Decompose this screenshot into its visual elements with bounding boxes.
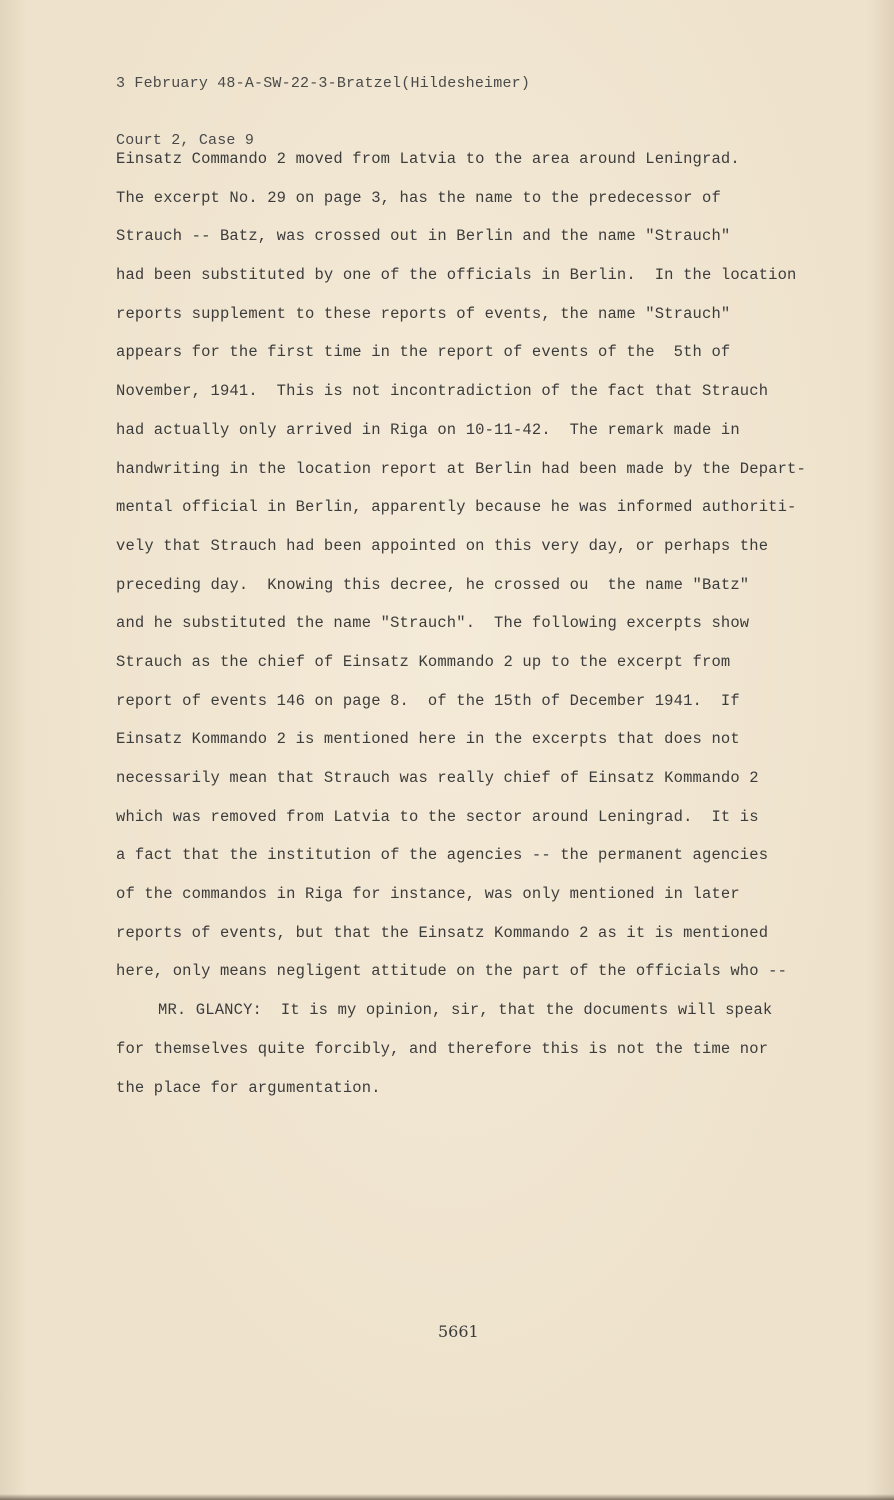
text-line: Strauch as the chief of Einsatz Kommando 2 up to the excerpt from [116,652,731,671]
text-line: had actually only arrived in Riga on 10-11-42. The remark made in [116,420,740,439]
text-line: which was removed from Latvia to the sector around Leningrad. It is [116,807,759,826]
text-line: reports supplement to these reports of events, the name "Strauch" [116,304,731,323]
text-line: reports of events, but that the Einsatz Kommando 2 as it is mentioned [116,923,769,942]
text-line: November, 1941. This is not incontradiction of the fact that Strauch [116,382,769,401]
text-line: Einsatz Commando 2 moved from Latvia to the area around Leningrad. [116,150,740,168]
text-line: vely that Strauch had been appointed on this very day, or perhaps the [116,536,769,555]
text-line: preceding day. Knowing this decree, he crossed ou the name "Batz" [116,575,750,594]
text-line: appears for the first time in the report of events of the 5th of [116,343,731,362]
header-date-line: 3 February 48-A-SW-22-3-Bratzel(Hildesheimer) [116,75,531,92]
text-line: mental official in Berlin, apparently because he was informed authoriti- [116,498,797,517]
text-line: and he substituted the name "Strauch". The following excerpts show [116,614,750,633]
text-line: here, only means negligent attitude on the part of the officials who -- [116,962,788,981]
text-line: necessarily mean that Strauch was really chief of Einsatz Kommando 2 [116,769,759,787]
text-line: The excerpt No. 29 on page 3, has the name to the predecessor of [116,188,721,207]
paper-bottom-edge [0,1494,894,1500]
text-line: Einsatz Kommando 2 is mentioned here in the excerpts that does not [116,730,740,749]
text-line: Strauch -- Batz, was crossed out in Berlin and the name "Strauch" [116,227,731,246]
transcript-body [116,150,836,1117]
header-court-line: Court 2, Case 9 [116,132,255,149]
speaker-line: MR. GLANCY: It is my opinion, sir, that the documents will speak [158,1001,773,1020]
text-line: report of events 146 on page 8. of the 15th of December 1941. If [116,691,740,710]
text-line: handwriting in the location report at Berlin had been made by the Depart- [116,459,806,478]
page-number: 5661 [438,1322,479,1341]
text-line: a fact that the institution of the agencies -- the permanent agencies [116,846,769,865]
text-line: the place for argumentation. [116,1078,381,1097]
text-line: of the commandos in Riga for instance, was only mentioned in later [116,885,740,904]
text-line: had been substituted by one of the officials in Berlin. In the location [116,266,797,285]
text-line: for themselves quite forcibly, and therefore this is not the time nor [116,1039,769,1058]
